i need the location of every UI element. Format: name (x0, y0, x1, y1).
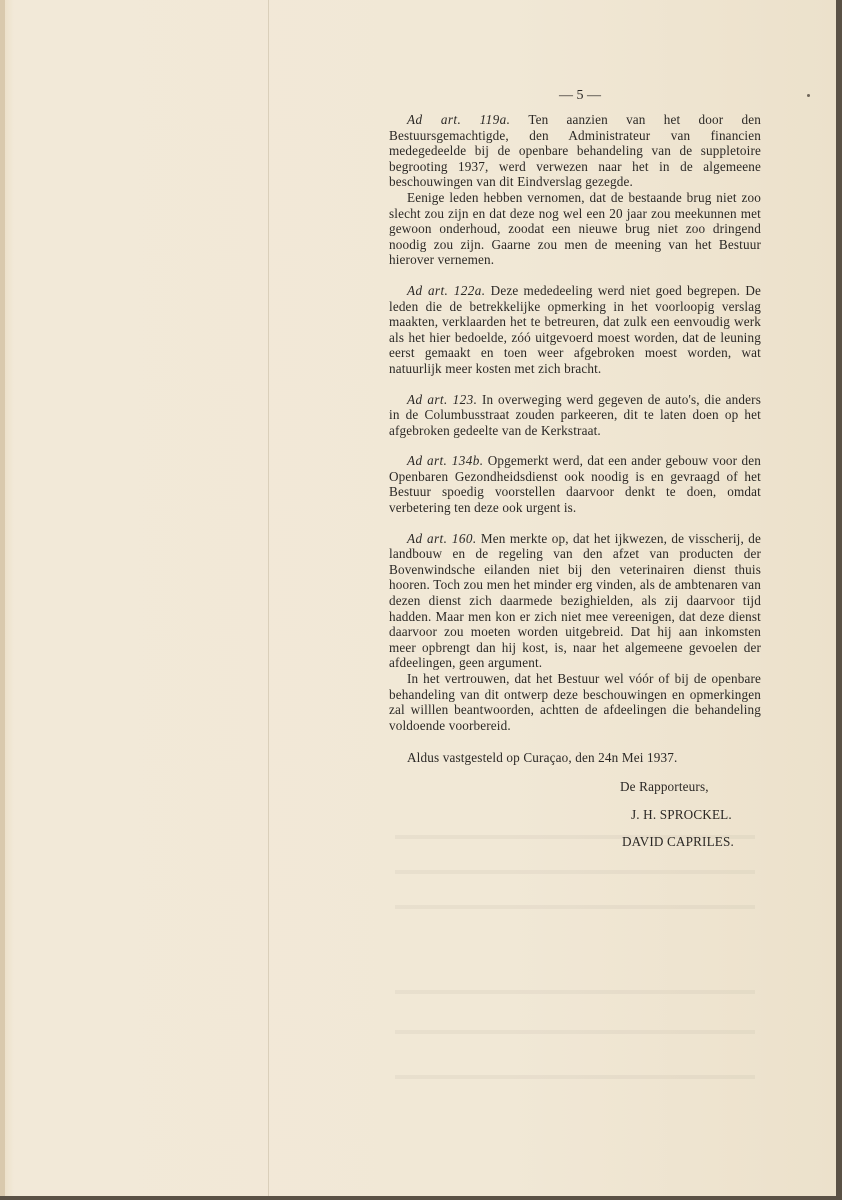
article-reference: Ad art. 160. (407, 530, 477, 546)
paragraph-text: In overweging werd gegeven de auto's, die anders in de Columbusstraat zouden parkeeren, dit te laten doen op het afgebroken gedeelte van de Kerkstraat. (389, 391, 761, 438)
paragraph-text: In het vertrouwen, dat het Bestuur wel vóór of bij de openbare behandeling van dit ontwerp deze beschouwingen en opmerkingen zal willlen beantwoorden, achtten de afdeelingen die behandeling voldoende voorbereid. (389, 671, 761, 733)
paragraph-text: Deze mededeeling werd niet goed begrepen. De leden die de betrekkelijke opmerking in het voorloopig verslag maakten, verklaarden het te betreuren, dat zulk een eenvoudig werk als het hier bedoelde, zóó uitgevoerd moest worden, dat de leuning eerst gemaakt en toen weer afgebroken moest worden, wat natuurlijk meer kosten met zich bracht. (389, 282, 761, 376)
show-through-line (395, 990, 755, 994)
article-reference: Ad art. 134b. (407, 453, 484, 469)
paragraph-art-160 (389, 531, 761, 671)
page-number: — 5 — (559, 88, 601, 103)
paragraph-text: Eenige leden hebben vernomen, dat de bestaande brug niet zoo slecht zou zijn en dat deze nog wel een 20 jaar zou meekunnen met gewoon onderhoud, zoodat een nieuwe brug niet zoo dringend noodig zou zijn. Gaarne zou men de meening van het Bestuur hierover vernemen. (389, 189, 761, 268)
paragraph-art-134b (389, 453, 761, 515)
show-through-line (395, 870, 755, 874)
article-reference: Ad art. 119a. (407, 112, 511, 127)
paragraph-text: Ten aanzien van het door den Bestuursgemachtigde, den Administrateur van financien medegedeelde bij de openbare behandeling van de suppletoire begrooting 1937, werd verwezen naar het in de algemeene beschouwingen van dit Eindverslag gezegde. (389, 112, 761, 190)
signature-name-1: J. H. SPROCKEL. (631, 806, 732, 822)
closing-line: Aldus vastgesteld op Curaçao, den 24n Mei 1937. (407, 750, 678, 766)
article-reference: Ad art. 123. (407, 391, 478, 407)
paragraph-text: Opgemerkt werd, dat een ander gebouw voor den Openbaren Gezondheidsdienst ook noodig is en gevraagd of het Bestuur spoedig voorstellen daarvoor denkt te doen, omdat verbetering ten deze ook urgent is. (389, 453, 761, 516)
fold-crease (268, 0, 269, 1196)
signature-title: De Rapporteurs, (620, 779, 709, 795)
show-through-line (395, 1075, 755, 1079)
paragraph-text: Men merkte op, dat het ijkwezen, de visscherij, de landbouw en de regeling van den afzet van producten der Bovenwindsche eilanden niet bij den veterinairen dienst thuis hooren. Toch zou men het minder erg vinden, als de ambtenaren van dezen dienst zich daarmede bezighielden, als zij daarvoor tijd hadden. Maar men kon er zich niet mee vereenigen, dat deze dienst daarvoor zou moeten worden uitgebreid. Dat hij aan inkomsten meer opbrengt dan hij kost, is, naar het algemeene gevoelen der afdeelingen, geen argument. (389, 530, 761, 671)
show-through-line (395, 1030, 755, 1034)
paragraph-art-119a (389, 112, 761, 190)
paragraph-vertrouwen (389, 671, 761, 733)
signature-name-2: DAVID CAPRILES. (622, 834, 734, 850)
body-text (389, 112, 761, 850)
paragraph-art-122a (389, 283, 761, 377)
paper-speck (807, 94, 810, 97)
article-reference: Ad art. 122a. (407, 282, 486, 298)
show-through-line (395, 905, 755, 909)
paragraph-art-123 (389, 392, 761, 439)
paragraph-brug (389, 190, 761, 268)
